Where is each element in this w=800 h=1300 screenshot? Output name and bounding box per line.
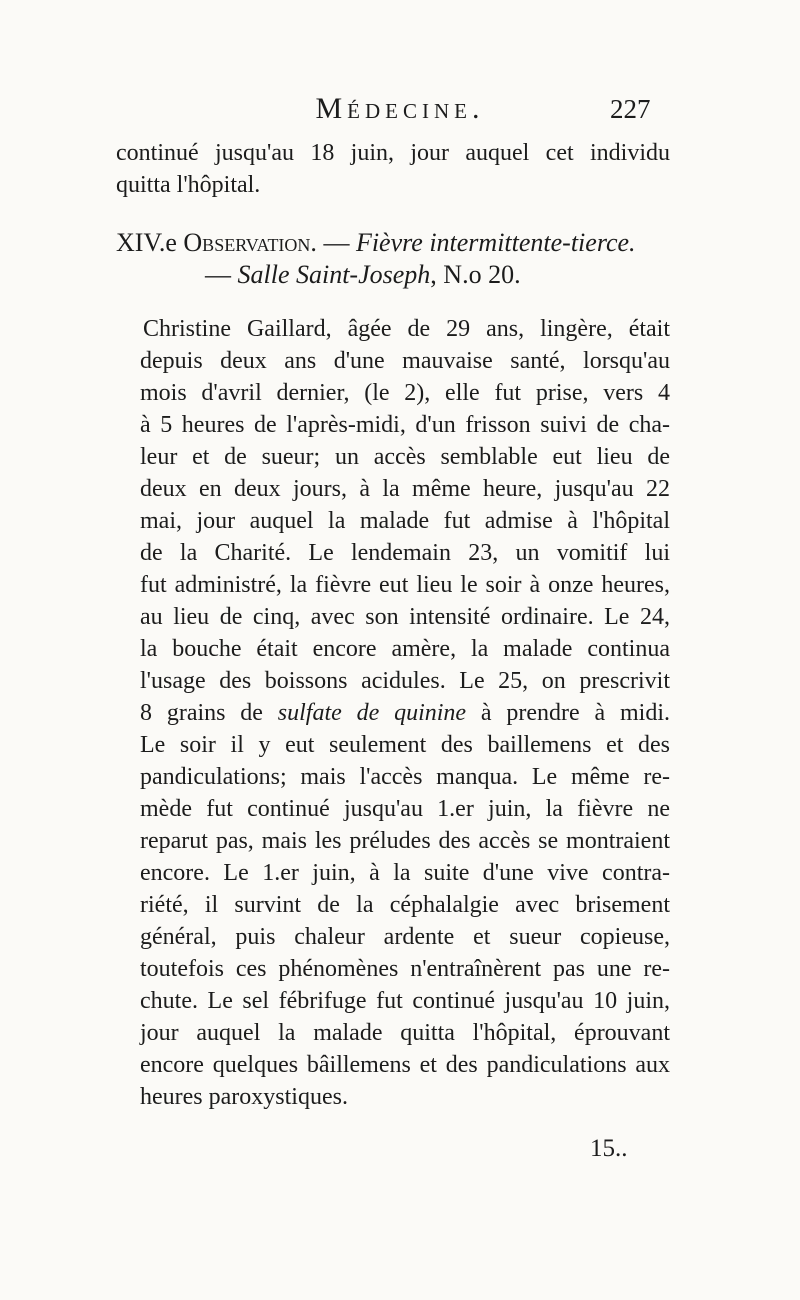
signature-mark: 15..	[590, 1135, 628, 1162]
text-line: depuis deux ans d'une mauvaise santé, lorsqu'au	[140, 348, 670, 374]
bed-number: , N.o 20.	[430, 260, 521, 289]
text-line: au lieu de cinq, avec son intensité ordinaire. Le 24,	[140, 604, 670, 630]
text-line: Christine Gaillard, âgée de 29 ans, lingère, était	[143, 316, 670, 342]
text-line: mois d'avril dernier, (le 2), elle fut prise, vers 4	[140, 380, 670, 406]
text-run: 8 grains de	[140, 700, 278, 726]
observation-title: Fièvre intermittente-tierce.	[355, 228, 636, 257]
heading-dash: —	[323, 228, 350, 257]
text-line: mai, jour auquel la malade fut admise à l'hôpital	[140, 508, 670, 534]
ward-name: Salle Saint-Joseph	[237, 260, 431, 289]
text-line: général, puis chaleur ardente et sueur copieuse,	[140, 924, 670, 950]
text-line: quitta l'hôpital.	[116, 172, 261, 198]
heading-dash: —	[205, 260, 231, 289]
text-line: encore. Le 1.er juin, à la suite d'une vive contra-	[140, 860, 670, 886]
text-line: leur et de sueur; un accès semblable eut lieu de	[140, 444, 670, 470]
text-run: à prendre à midi.	[466, 700, 670, 726]
running-head-title: Médecine.	[315, 92, 485, 125]
page-number: 227	[610, 94, 651, 124]
observation-label: Observation.	[183, 228, 317, 257]
text-line: Le soir il y eut seulement des baillemens et des	[140, 732, 670, 758]
text-line: heures paroxystiques.	[140, 1084, 348, 1110]
text-line: l'usage des boissons acidules. Le 25, on prescrivit	[140, 668, 670, 694]
text-line: riété, il survint de la céphalalgie avec brisement	[140, 892, 670, 918]
drug-name: sulfate de quinine	[277, 700, 467, 726]
text-line: de la Charité. Le lendemain 23, un vomitif lui	[140, 540, 670, 566]
text-line: jour auquel la malade quitta l'hôpital, éprouvant	[140, 1020, 670, 1046]
observation-number: XIV.e	[116, 228, 177, 257]
text-line: chute. Le sel fébrifuge fut continué jusqu'au 10 juin,	[140, 988, 670, 1014]
text-line: toutefois ces phénomènes n'entraînèrent pas une re-	[140, 956, 670, 982]
text-line: reparut pas, mais les préludes des accès se montraient	[140, 828, 670, 854]
text-line: fut administré, la fièvre eut lieu le soir à onze heures,	[140, 572, 670, 598]
text-line: pandiculations; mais l'accès manqua. Le même re-	[140, 764, 670, 790]
text-line: à 5 heures de l'après-midi, d'un frisson suivi de cha-	[140, 412, 670, 438]
observation-heading	[116, 228, 636, 258]
text-line: continué jusqu'au 18 juin, jour auquel cet individu	[116, 140, 670, 166]
text-line: encore quelques bâillemens et des pandiculations aux	[140, 1052, 670, 1078]
text-line: mède fut continué jusqu'au 1.er juin, la fièvre ne	[140, 796, 670, 822]
text-line: deux en deux jours, à la même heure, jusqu'au 22	[140, 476, 670, 502]
text-line	[140, 698, 670, 728]
text-line: la bouche était encore amère, la malade continua	[140, 636, 670, 662]
observation-subheading	[205, 260, 521, 290]
